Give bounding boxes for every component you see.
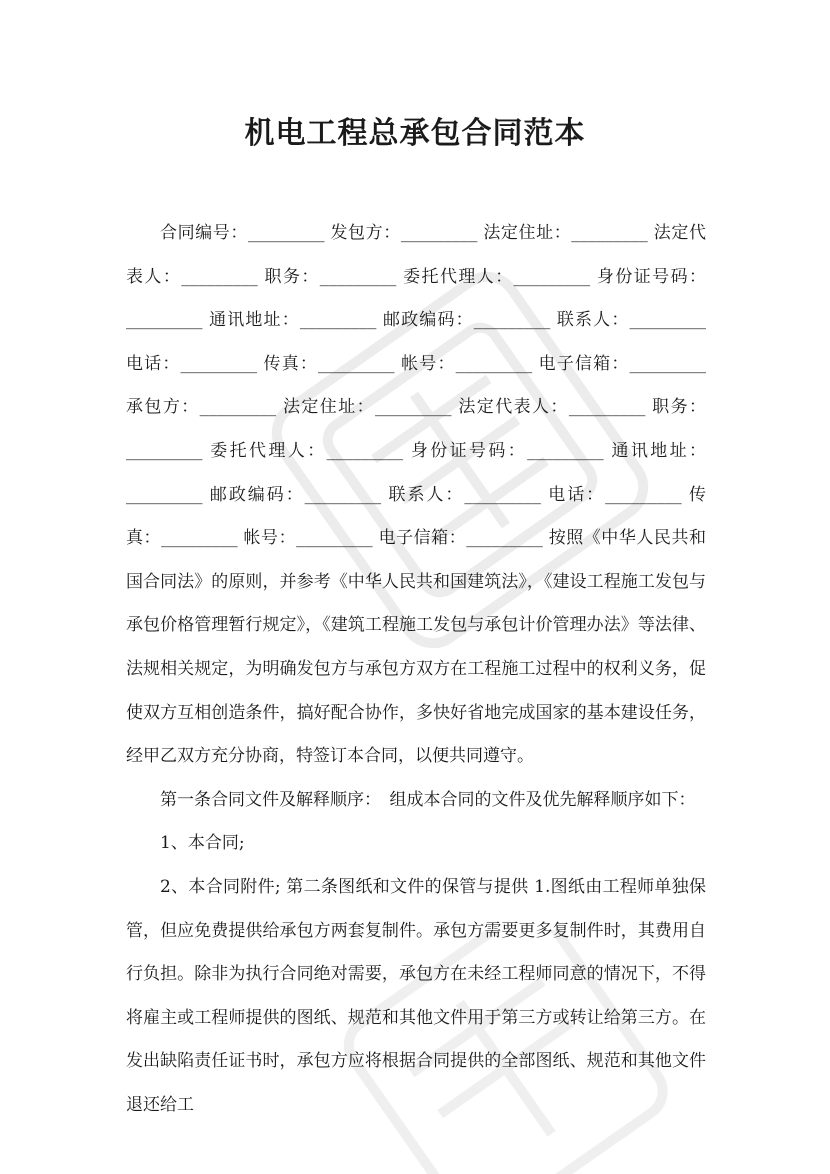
document-title: 机电工程总承包合同范本 [244,116,586,151]
document-body [126,212,706,1127]
paragraph-article-1: 第一条合同文件及解释顺序： 组成本合同的文件及优先解释顺序如下： [160,789,696,810]
paragraph-parties: 合同编号：_________ 发包方：_________ 法定住址：_________ 法定代表人：_________ 职务：_________ 委托代理人：_________ 身份证号码：_________ 通讯地址：_________ 邮政编码：_________ 联系人：_________ 电话：_________ 传真：_________ 帐号：_________ 电子信箱：_________ 承包方：_________ 法定住址：_________ 法定代表人：_________ 职务：_________ 委托代理人：_________ 身份证号码：_________ 通讯地址：_________ 邮政编码：_________ 联系人：_________ 电话：_________ 传真：_________ 帐号：_________ 电子信箱：_________ 按照《中华人民共和国合同法》的原则，并参考《中华人民共和国建筑法》，《建设工程施工发包与承包价格管理暂行规定》，《建筑工程施工发包与承包计价管理办法》等法律、法规相关规定，为明确发包方与承包方双方在工程施工过程中的权利义务，促使双方互相创造条件，搞好配合协作，多快好省地完成国家的基本建设任务，经甲乙双方充分协商，特签订本合同，以便共同遵守。 [126,223,706,767]
paragraph-item-1: 1、本合同; [160,833,245,854]
paragraph-item-2: 2、本合同附件; 第二条图纸和文件的保管与提供 1.图纸由工程师单独保管，但应免费提供给承包方两套复制件。承包方需要更多复制件时，其费用自行负担。除非为执行合同绝对需要，承包方在未经工程师同意的情况下，不得将雇主或工程师提供的图纸、规范和其他文件用于第三方或转让给第三方。在发出缺陷责任证书时，承包方应将根据合同提供的全部图纸、规范和其他文件退还给工 [126,876,706,1115]
